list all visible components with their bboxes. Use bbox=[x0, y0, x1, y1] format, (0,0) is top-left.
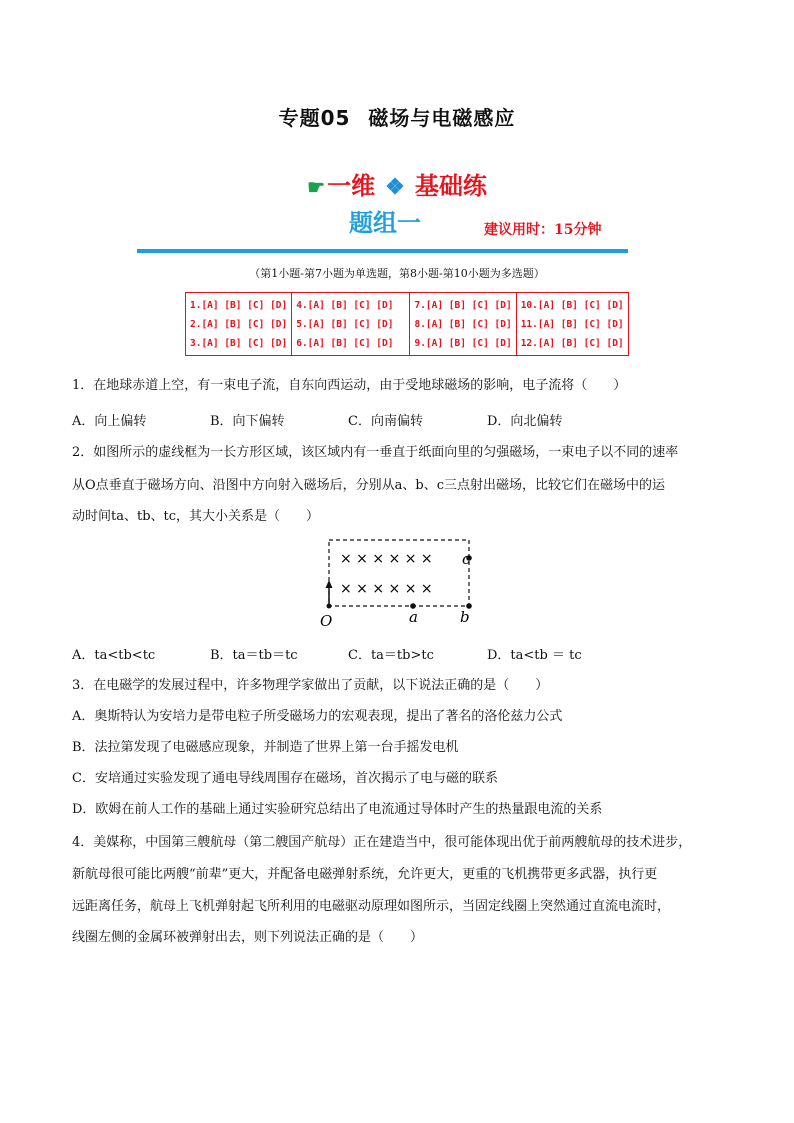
answer-item[interactable]: 8.[A] [B] [C] [D] bbox=[414, 318, 512, 330]
answer-item[interactable]: 12.[A] [B] [C] [D] bbox=[520, 337, 624, 349]
field-row-1: × × × × × × bbox=[340, 551, 433, 567]
time-hint: 建议用时：15分钟 bbox=[484, 222, 602, 238]
q1-option-b[interactable]: B．向下偏转 bbox=[210, 414, 285, 429]
answer-item[interactable]: 3.[A] [B] [C] [D] bbox=[190, 337, 288, 349]
q3-option-d[interactable]: D．欧姆在前人工作的基础上通过实验研究总结出了电流通过导体时产生的热量跟电流的关系 bbox=[72, 802, 603, 817]
answer-item[interactable]: 1.[A] [B] [C] [D] bbox=[190, 299, 288, 311]
answer-item[interactable]: 9.[A] [B] [C] [D] bbox=[414, 337, 512, 349]
answer-item[interactable]: 11.[A] [B] [C] [D] bbox=[520, 318, 624, 330]
q1-option-c[interactable]: C．向南偏转 bbox=[348, 414, 423, 429]
section-banner bbox=[0, 166, 794, 201]
answer-column-4 bbox=[516, 293, 628, 356]
answer-column-2 bbox=[292, 293, 410, 356]
answer-item[interactable]: 10.[A] [B] [C] [D] bbox=[520, 299, 624, 311]
q2-stem-line-1: 2．如图所示的虚线框为一长方形区域，该区域内有一垂直于纸面向里的匀强磁场，一束电子以不同的速率 bbox=[72, 445, 679, 460]
magnetic-field-figure bbox=[310, 530, 500, 630]
q2-stem-line-3: 动时间ta、tb、tc，其大小关系是（ ） bbox=[72, 509, 320, 524]
title-sub: 磁场与电磁感应 bbox=[368, 106, 516, 130]
label-a: a bbox=[409, 608, 418, 626]
pointing-hand-icon: ☛ bbox=[307, 175, 326, 199]
answer-item[interactable]: 2.[A] [B] [C] [D] bbox=[190, 318, 288, 330]
answer-item[interactable]: 6.[A] [B] [C] [D] bbox=[296, 337, 394, 349]
q3-stem: 3．在电磁学的发展过程中，许多物理学家做出了贡献，以下说法正确的是（ ） bbox=[72, 678, 549, 693]
group-title: 题组一 bbox=[349, 209, 421, 237]
q4-stem-line-2: 新航母很可能比两艘“前辈”更大，并配备电磁弹射系统，允许更大，更重的飞机携带更多武器，执行更 bbox=[72, 867, 658, 882]
label-o: O bbox=[320, 612, 333, 630]
answer-sheet bbox=[185, 292, 629, 356]
divider-line bbox=[137, 249, 628, 253]
q3-option-c[interactable]: C．安培通过实验发现了通电导线周围存在磁场，首次揭示了电与磁的联系 bbox=[72, 771, 498, 786]
page-title bbox=[0, 102, 794, 131]
answer-item[interactable]: 7.[A] [B] [C] [D] bbox=[414, 299, 512, 311]
field-row-2: × × × × × × bbox=[340, 581, 433, 597]
q4-stem-line-1: 4．美媒称，中国第三艘航母（第二艘国产航母）正在建造当中，很可能体现出优于前两艘航母的技术进步， bbox=[72, 835, 692, 850]
answer-column-3 bbox=[410, 293, 516, 356]
q2-option-b[interactable]: B．ta＝tb＝tc bbox=[210, 648, 298, 663]
label-b: b bbox=[460, 608, 470, 626]
q1-stem: 1．在地球赤道上空，有一束电子流，自东向西运动，由于受地球磁场的影响，电子流将（ ） bbox=[72, 378, 627, 393]
diamond-icon: ❖ bbox=[385, 174, 405, 200]
q1-option-a[interactable]: A．向上偏转 bbox=[72, 414, 147, 429]
q3-option-a[interactable]: A．奥斯特认为安培力是带电粒子所受磁场力的宏观表现，提出了著名的洛伦兹力公式 bbox=[72, 709, 563, 724]
title-main: 专题05 bbox=[278, 106, 351, 130]
answer-column-1 bbox=[186, 293, 292, 356]
q2-option-c[interactable]: C．ta＝tb>tc bbox=[348, 648, 434, 663]
q4-stem-line-3: 远距离任务，航母上飞机弹射起飞所利用的电磁驱动原理如图所示，当固定线圈上突然通过直流电流时， bbox=[72, 899, 671, 914]
q1-option-d[interactable]: D．向北偏转 bbox=[487, 414, 563, 429]
q3-option-b[interactable]: B．法拉第发现了电磁感应现象，并制造了世界上第一台手摇发电机 bbox=[72, 740, 459, 755]
answer-item[interactable]: 4.[A] [B] [C] [D] bbox=[296, 299, 394, 311]
question-type-note: （第1小题-第7小题为单选题，第8小题-第10小题为多选题） bbox=[249, 267, 545, 280]
label-c: c bbox=[462, 550, 471, 568]
arrow-head-icon bbox=[326, 580, 333, 588]
point-o bbox=[327, 604, 332, 609]
banner-right: 基础练 bbox=[414, 171, 487, 200]
q4-stem-line-4: 线圈左侧的金属环被弹射出去，则下列说法正确的是（ ） bbox=[72, 930, 424, 945]
q2-option-a[interactable]: A．ta<tb<tc bbox=[72, 648, 156, 663]
q2-stem-line-2: 从O点垂直于磁场方向、沿图中方向射入磁场后，分别从a、b、c三点射出磁场，比较它们在磁场中的运 bbox=[72, 478, 666, 493]
q2-option-d[interactable]: D．ta<tb ＝ tc bbox=[487, 648, 582, 663]
answer-item[interactable]: 5.[A] [B] [C] [D] bbox=[296, 318, 394, 330]
banner-left: 一维 bbox=[327, 171, 376, 200]
